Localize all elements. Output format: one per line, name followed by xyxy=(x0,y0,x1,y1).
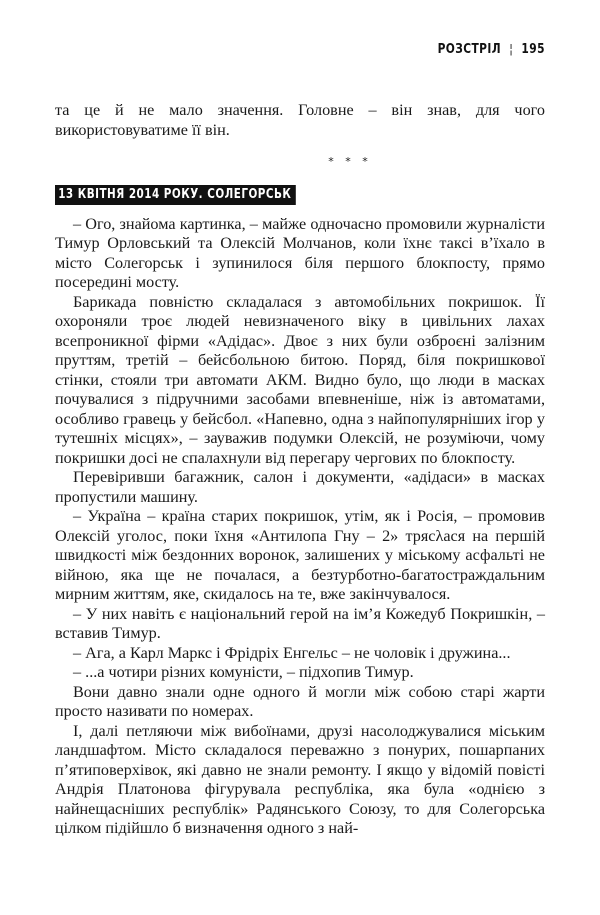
paragraph: – Україна – країна старих покришок, утім, як і Росія, – промовив Олексій уголос, поки їхня «Антилопа Гну – 2» трясλася на першій швидкості між бездонних воронок, залишених у міському асфальті не війною, яка ще не почалася, а безтурботно-багатостраждальним мирним життям, яке, скидалось на те, вже закінчувалося. xyxy=(55,507,545,603)
paragraph: – ...а чотири різних комуністи, – підхопив Тимур. xyxy=(73,663,414,681)
page-number: 195 xyxy=(521,42,545,57)
section-heading-container xyxy=(55,184,545,204)
section-break-asterism: * * * xyxy=(328,155,372,168)
paragraph: – Ого, знайома картинка, – майже одночасно промовили журналісти Тимур Орловський та Олексій Молчанов, коли їхнє таксі в’їхало в місто Солегорськ і зупинилося біля першого блокпосту, прямо посередині мосту. xyxy=(55,214,545,291)
paragraph: Вони давно знали одне одного й могли між собою старі жарти просто називати по номерах. xyxy=(55,682,545,720)
continued-paragraph: та це й не мало значення. Головне – він знав, для чого використовуватиме її він. xyxy=(55,101,545,139)
header-separator: ¦ xyxy=(509,42,514,57)
paragraph: – У них навіть є національний герой на ім’я Кожедуб Покришкін, – вставив Тимур. xyxy=(55,604,545,642)
paragraph: Барикада повністю складалася з автомобільних покришок. Її охороняли троє людей невизначеного віку в цивільних лахах всепроникної фірми «Адідас». Двоє з них були озброєні залізним пруттям, третій – бейсбольною битою. Поряд, біля покришкової стінки, стояли три автомати АКМ. Видно було, що люди в масках почувалися з підручними засобами впевненіше, ніж із автоматами, особливо гравець у бейсбол. «Напевно, одна з найпопулярніших ігор у тутешніх місцях», – зауважив подумки Олексій, не розуміючи, чому покришки досі не спалахнули від перегару чергових по блокпосту. xyxy=(55,292,545,467)
chapter-title: РОЗСТРІЛ xyxy=(437,42,502,57)
running-head xyxy=(438,42,545,57)
paragraph: – Ага, а Карл Маркс і Фрідріх Енгельс – не чоловік і дружина... xyxy=(73,643,511,662)
section-heading: 13 КВІТНЯ 2014 РОКУ. СОЛЕГОРСЬК xyxy=(55,185,296,205)
paragraph: Перевіривши багажник, салон і документи, «адідаси» в масках пропустили машину. xyxy=(55,468,545,506)
page-body xyxy=(55,101,545,839)
paragraph: І, далі петляючи між вибоїнами, друзі насолоджувалися міським ландшафтом. Місто складалося переважно з понурих, пошарпаних п’ятиповерхівок, які давно не знали ремонту. І якщо у відомій повісті Андрія Платонова фігурувала республіка, яка була «однією з найнещасніших республік» Радянського Союзу, то для Солегорська цілком підійшло б визначення одного з най- xyxy=(55,721,545,837)
